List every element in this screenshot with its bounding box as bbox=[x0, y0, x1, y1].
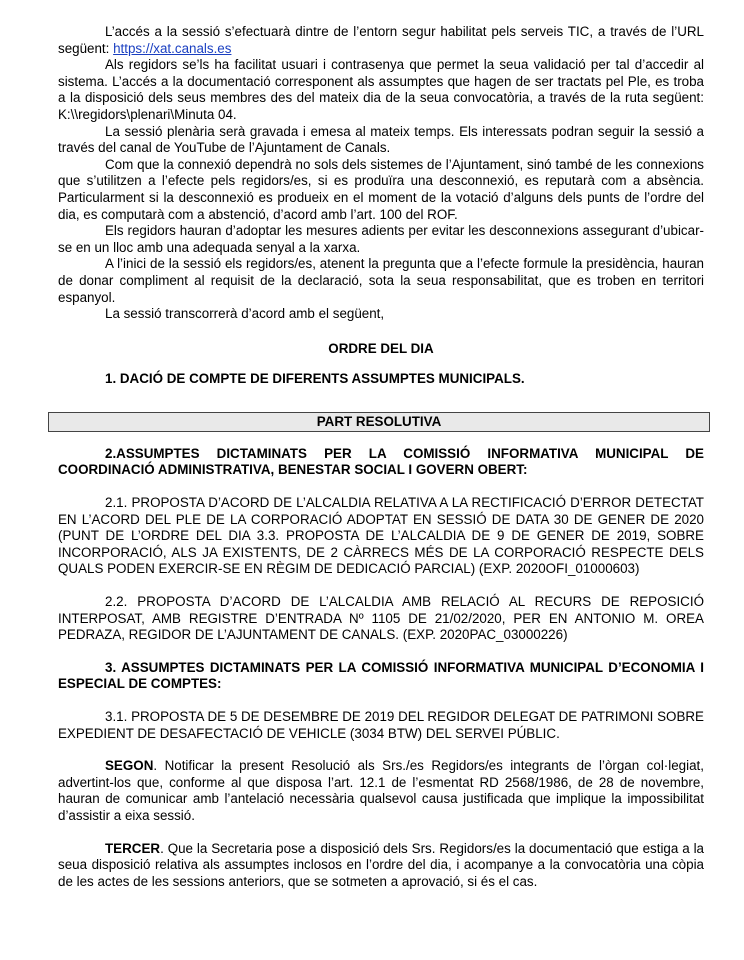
segon-text: . Notificar la present Resolució als Srs./es Regidors/es integrants de l’òrgan col·legiat, advertint-los que, conforme al que disposa l’art. 12.1 de l’esmentat RD 2568/1986, de 28 de novembre, hauran de comunicar amb l’antelació necessària qualsevol causa justificada que implique la impossibilitat d’assistir a eixa sessió. bbox=[58, 758, 704, 823]
document-page bbox=[58, 24, 704, 890]
tercer-text: . Que la Secretaria pose a disposició dels Srs. Regidors/es la documentació que estiga a la seua disposició relativa als assumptes inclosos en l’ordre del dia, i acompanye a la convocatòria una còpia de les actes de les sessions anteriors, que se sotmeten a aprovació, si és el cas. bbox=[58, 840, 704, 889]
agenda-item-2: 2.ASSUMPTES DICTAMINATS PER LA COMISSIÓ INFORMATIVA MUNICIPAL DE COORDINACIÓ ADMINISTRATIVA, BENESTAR SOCIAL I GOVERN OBERT: bbox=[58, 445, 704, 478]
paragraph-access bbox=[58, 24, 704, 57]
paragraph-credentials: Als regidors se’ls ha facilitat usuari i contrasenya que permet la seua validació per tal d’accedir al sistema. L’accés a la documentació corresponent als assumptes que hagen de ser tractats pel Ple, es troba a la disposició dels seus membres des del mateix dia de la seua convocatòria, a través de la ruta següent: K:\\regidors\plenari\Minuta 04. bbox=[58, 57, 704, 122]
agenda-item-1: 1. DACIÓ DE COMPTE DE DIFERENTS ASSUMPTES MUNICIPALS. bbox=[105, 371, 525, 387]
paragraph-connection: Com que la connexió dependrà no sols dels sistemes de l’Ajuntament, sinó també de les connexions que s’utilitzen a l’efecte pels regidors/es, si es produïra una desconnexió, es reputarà com a absència. Particularment si la desconnexió es produeix en el moment de la votació d’alguns dels punts de l’ordre del dia, es computarà com a abstenció, d’acord amb l’art. 100 del ROF. bbox=[58, 156, 704, 222]
agenda-item-3: 3. ASSUMPTES DICTAMINATS PER LA COMISSIÓ INFORMATIVA MUNICIPAL D’ECONOMIA I ESPECIAL DE COMPTES: bbox=[58, 659, 704, 692]
paragraph-tercer bbox=[58, 841, 704, 891]
agenda-item-3-1: 3.1. PROPOSTA DE 5 DE DESEMBRE DE 2019 DEL REGIDOR DELEGAT DE PATRIMONI SOBRE EXPEDIENT DE DESAFECTACIÓ DE VEHICLE (3034 BTW) DEL SERVEI PÚBLIC. bbox=[58, 709, 704, 741]
paragraph-declaration: A l’inici de la sessió els regidors/es, atenent la pregunta que a l’efecte formule la presidència, hauran de donar compliment al requisit de la declaració, sota la seua responsabilitat, que es troben en territori espanyol. bbox=[58, 256, 704, 305]
access-text: L’accés a la sessió s’efectuarà dintre de l’entorn segur habilitat pels serveis TIC, a través de l’URL següent: bbox=[58, 24, 704, 56]
paragraph-recording: La sessió plenària serà gravada i emesa al mateix temps. Els interessats podran seguir la sessió a través del canal de YouTube de l’Ajuntament de Canals. bbox=[58, 123, 704, 156]
paragraph-segon bbox=[58, 758, 704, 824]
agenda-title: ORDRE DEL DIA bbox=[328, 340, 434, 356]
agenda-item-2-2: 2.2. PROPOSTA D’ACORD DE L’ALCALDIA AMB RELACIÓ AL RECURS DE REPOSICIÓ INTERPOSAT, AMB REGISTRE D’ENTRADA Nº 1105 DE 21/02/2020, PER EN ANTONIO M. OREA PEDRAZA, REGIDOR DE L’AJUNTAMENT DE CANALS. (EXP. 2020PAC_03000226) bbox=[58, 594, 704, 643]
paragraph-measures: Els regidors hauran d’adoptar les mesures adients per evitar les desconnexions assegurant d’ubicar-se en un lloc amb una adequada senyal a la xarxa. bbox=[58, 223, 704, 255]
url-link[interactable]: https://xat.canals.es bbox=[113, 40, 232, 56]
paragraph-following: La sessió transcorrerà d’acord amb el següent, bbox=[105, 306, 385, 322]
tercer-label: TERCER bbox=[105, 840, 161, 856]
agenda-item-2-1: 2.1. PROPOSTA D’ACORD DE L’ALCALDIA RELATIVA A LA RECTIFICACIÓ D’ERROR DETECTAT EN L’ACORD DEL PLE DE LA CORPORACIÓ ADOPTAT EN SESSIÓ DE DATA 30 DE GENER DE 2020 (PUNT DE L’ORDRE DEL DIA 3.3. PROPOSTA DE L’ALCALDIA DE 9 DE GENER DE 2019, SOBRE INCORPORACIÓ, ALS JA EXISTENTS, DE 2 CÀRRECS MÉS DE LA CORPORACIÓ RESPECTE DELS QUALS PODEN EXERCIR-SE EN RÈGIM DE DEDICACIÓ PARCIAL) (EXP. 2020OFI_01000603) bbox=[58, 495, 704, 577]
segon-label: SEGON bbox=[105, 758, 154, 774]
part-resolutiva-header: PART RESOLUTIVA bbox=[48, 412, 710, 432]
